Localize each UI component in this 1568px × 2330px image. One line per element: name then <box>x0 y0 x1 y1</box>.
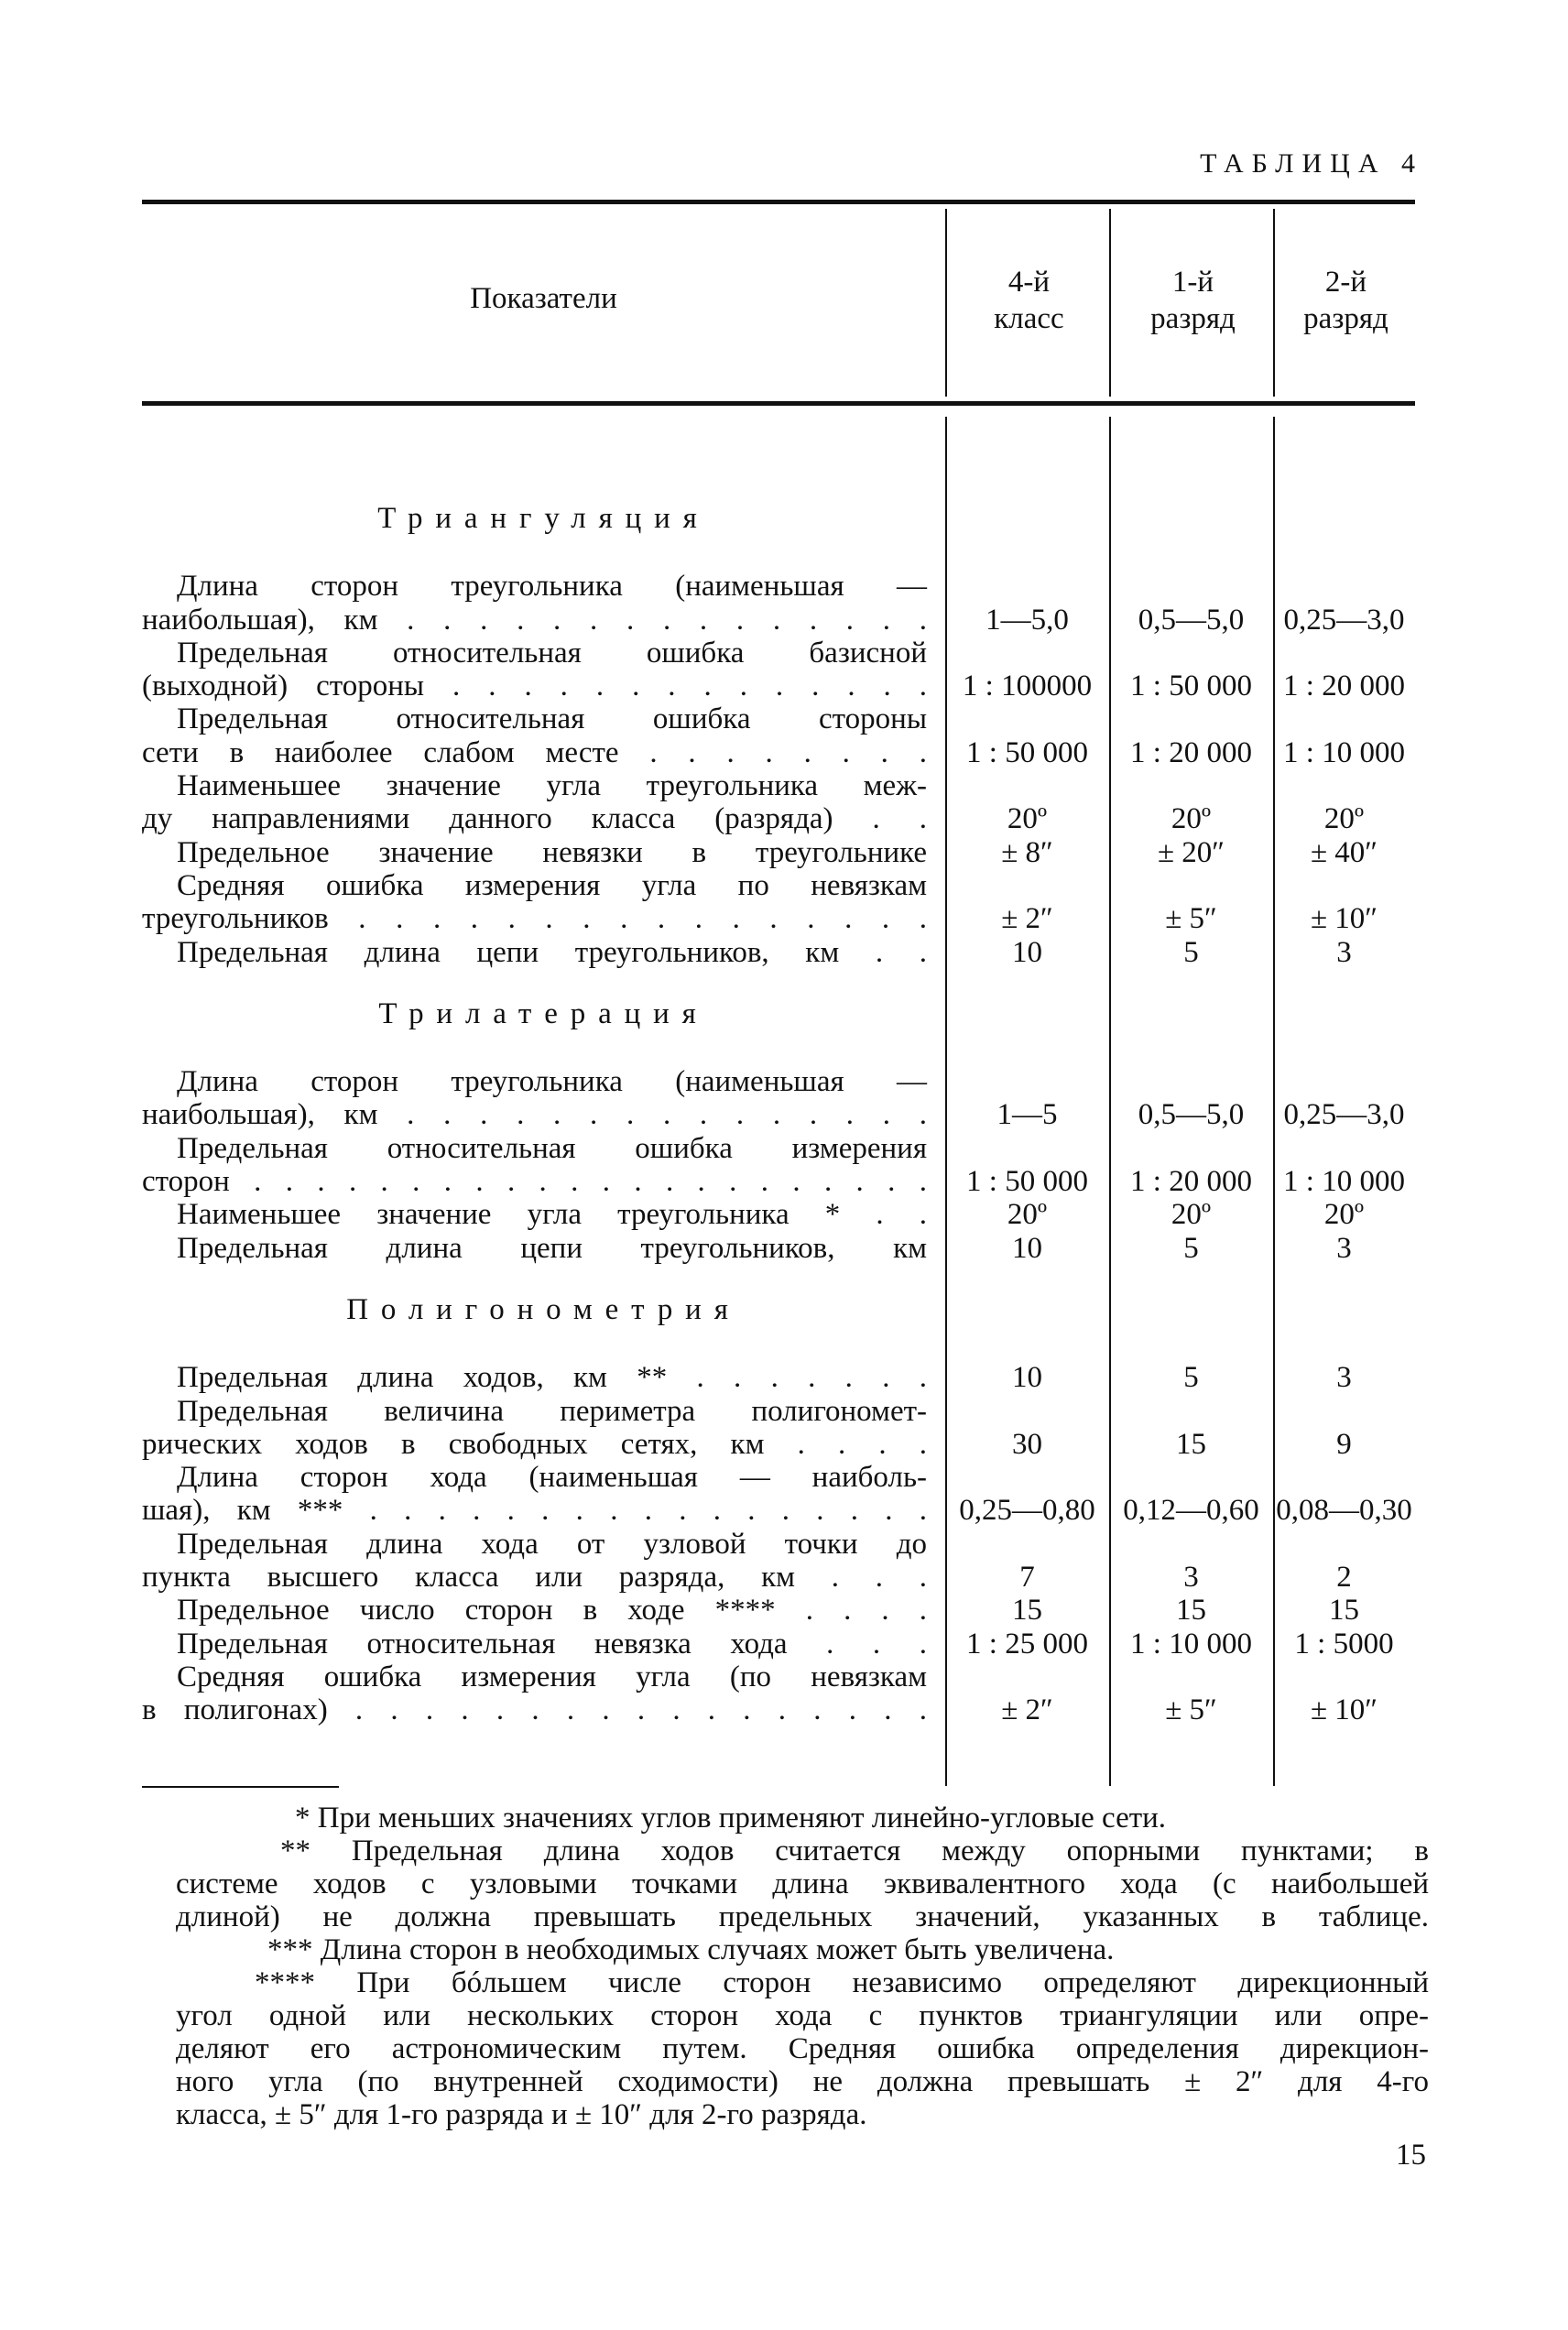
table-row <box>142 1628 1415 1660</box>
value-cell: 1 : 20 000 <box>1130 735 1252 769</box>
value-cell: 0,25—0,80 <box>959 1494 1095 1528</box>
table-row <box>142 570 1415 637</box>
section-title: Полигонометрия <box>346 1292 741 1326</box>
footnote-text: При меньших значениях углов применяют линейно-угловые сети. <box>317 1802 1167 1835</box>
indicator-text-line: рических ходов в свободных сетях, км . . . . <box>142 1427 927 1461</box>
header-col-class-4 <box>947 264 1111 337</box>
indicator-cell <box>142 1132 945 1199</box>
indicator-text-line: Предельная длина хода от узловой точки до <box>177 1527 927 1561</box>
header-col-line: 1-й <box>1171 266 1214 299</box>
value-cell: 3 <box>1336 935 1352 969</box>
indicator-text-line: (выходной) стороны . . . . . . . . . . . . . . <box>142 670 927 703</box>
header-rule <box>142 401 1415 406</box>
value-cell: 1 : 20 000 <box>1283 670 1405 703</box>
value-cell: ± 20″ <box>1157 835 1225 869</box>
header-col-line: разряд <box>1150 302 1236 335</box>
footnote <box>176 1802 1429 1835</box>
table-title: ТАБЛИЦА 4 <box>1200 148 1423 179</box>
indicator-text-line: Предельная относительная ошибка базисной <box>177 636 927 670</box>
value-cell: 10 <box>1012 935 1042 969</box>
indicator-text-line: Предельная относительная невязка хода . . . <box>177 1627 927 1660</box>
footnote-line: длиной) не должна превышать предельных значений, указанных в таблице. <box>176 1900 1429 1933</box>
indicator-text-line: Средняя ошибка измерения угла по невязкам <box>177 868 927 902</box>
value-cell: 0,25—3,0 <box>1283 603 1405 637</box>
value-cell: 20º <box>1007 802 1048 836</box>
section-rows <box>142 570 1415 969</box>
table-row <box>142 1660 1415 1727</box>
indicator-text-line: Наименьшее значение угла треугольника * . . <box>177 1198 927 1232</box>
footnote-line <box>295 1802 1429 1835</box>
section-rows <box>142 1065 1415 1265</box>
value-cell: 1 : 10 000 <box>1130 1627 1252 1660</box>
header-col-rank-2 <box>1275 264 1417 337</box>
footnote-line <box>255 1966 1429 1999</box>
value-cell: 15 <box>1176 1594 1206 1628</box>
indicator-text-line: Предельная длина цепи треугольников, км <box>177 1231 927 1265</box>
value-cell: 10 <box>1012 1231 1042 1265</box>
footnote <box>176 1966 1429 2131</box>
value-cell: 0,5—5,0 <box>1138 1098 1245 1132</box>
value-cell: ± 40″ <box>1310 835 1378 869</box>
footnote-line: класса, ± 5″ для 1-го разряда и ± 10″ для 2-го разряда. <box>176 2098 867 2131</box>
value-cell: 5 <box>1183 1231 1199 1265</box>
indicator-cell <box>142 1198 945 1231</box>
indicator-text-line: сторон . . . . . . . . . . . . . . . . . . . . . . <box>142 1165 927 1199</box>
indicator-text-line: Предельное число сторон в ходе **** . . . . <box>177 1594 927 1628</box>
footnote <box>176 1835 1429 1933</box>
value-cell: 0,12—0,60 <box>1123 1494 1259 1528</box>
footnote-text: Длина сторон в необходимых случаях может быть увеличена. <box>320 1933 1115 1966</box>
value-cell: 3 <box>1336 1361 1352 1395</box>
value-cell: 7 <box>1019 1561 1035 1595</box>
header-col-rank-1 <box>1111 264 1275 337</box>
indicator-cell <box>142 702 945 769</box>
indicator-text-line: Длина сторон хода (наименьшая — наиболь- <box>177 1461 927 1495</box>
footnote-line: системе ходов с узловыми точками длина эквивалентного хода (с наибольшей <box>176 1867 1429 1900</box>
indicator-cell <box>142 1528 945 1595</box>
table-row <box>142 1395 1415 1462</box>
value-cell: 3 <box>1336 1231 1352 1265</box>
footnote-marker: * <box>295 1802 318 1835</box>
value-cell: 1 : 25 000 <box>966 1627 1088 1660</box>
footnote <box>176 1933 1429 1966</box>
footnote-text: При бóльшем числе сторон независимо определяют дирекционный <box>356 1966 1429 1999</box>
value-cell: 2 <box>1336 1561 1352 1595</box>
footnote-line: деляют его астрономическим путем. Средняя ошибка определения дирекцион- <box>176 2032 1429 2065</box>
indicator-cell <box>142 769 945 836</box>
page-number: 15 <box>1396 2139 1426 2172</box>
indicator-cell <box>142 1594 945 1627</box>
value-cell: 0,25—3,0 <box>1283 1098 1405 1132</box>
value-cell: 1 : 10 000 <box>1283 735 1405 769</box>
value-cell: ± 2″ <box>1001 1693 1053 1727</box>
footnote-line <box>267 1933 1429 1966</box>
value-cell: ± 5″ <box>1165 902 1217 936</box>
indicator-text-line: Длина сторон треугольника (наименьшая — <box>177 570 927 604</box>
value-cell: ± 10″ <box>1310 902 1378 936</box>
value-cell: 1 : 100000 <box>962 670 1093 703</box>
footnotes <box>176 1802 1429 2131</box>
indicator-text-line: пункта высшего класса или разряда, км . . . <box>142 1561 927 1595</box>
table-row <box>142 1594 1415 1627</box>
value-cell: 1 : 5000 <box>1294 1627 1394 1660</box>
indicator-cell <box>142 1395 945 1462</box>
table-row <box>142 869 1415 936</box>
table-row <box>142 702 1415 769</box>
indicator-text-line: Длина сторон треугольника (наименьшая — <box>177 1065 927 1099</box>
indicator-cell <box>142 836 945 869</box>
header-col-line: 4-й <box>1007 266 1051 299</box>
table-row <box>142 1528 1415 1595</box>
table-row <box>142 836 1415 869</box>
indicator-cell <box>142 1065 945 1132</box>
value-cell: ± 2″ <box>1001 902 1053 936</box>
header-col-line: 2-й <box>1324 266 1367 299</box>
indicator-cell <box>142 869 945 936</box>
section-title: Триангуляция <box>377 502 710 535</box>
footnote-line: ного угла (по внутренней сходимости) не должна превышать ± 2″ для 4-го <box>176 2065 1429 2098</box>
table-section <box>142 997 1415 1265</box>
value-cell: 20º <box>1323 1198 1365 1232</box>
indicator-text-line: ду направлениями данного класса (разряда) . . <box>142 802 927 836</box>
table-row <box>142 1132 1415 1199</box>
value-cell: 0,08—0,30 <box>1276 1494 1412 1528</box>
header-col-line: разряд <box>1303 302 1388 335</box>
footnote-line: угол одной или нескольких сторон хода с пунктов триангуляции или опре- <box>176 1999 1429 2032</box>
value-cell: 10 <box>1012 1361 1042 1395</box>
value-cell: 9 <box>1336 1427 1352 1461</box>
table-row <box>142 1065 1415 1132</box>
value-cell: 20º <box>1171 1198 1212 1232</box>
indicator-cell <box>142 1628 945 1660</box>
indicator-text-line: Предельная относительная ошибка измерения <box>177 1131 927 1165</box>
section-title: Трилатерация <box>378 996 709 1030</box>
value-cell: ± 10″ <box>1310 1693 1378 1727</box>
indicator-text-line: Предельная относительная ошибка стороны <box>177 702 927 736</box>
value-cell: 0,5—5,0 <box>1138 603 1245 637</box>
table-row <box>142 769 1415 836</box>
footnote-marker: ** <box>280 1835 352 1867</box>
table-body <box>142 502 1415 1727</box>
value-cell: 1—5 <box>996 1098 1058 1132</box>
footnote-text: Предельная длина ходов считается между опорными пунктами; в <box>351 1835 1430 1867</box>
indicator-cell <box>142 1361 945 1394</box>
footnote-rule <box>142 1786 339 1788</box>
table-row <box>142 936 1415 969</box>
indicator-cell <box>142 637 945 703</box>
footnote-marker: *** <box>267 1933 321 1966</box>
indicator-text-line: Наименьшее значение угла треугольника меж- <box>177 769 927 803</box>
value-cell: 1—5,0 <box>985 603 1069 637</box>
indicator-text-line: Предельное значение невязки в треугольнике <box>177 835 927 869</box>
indicator-text-line: шая), км *** . . . . . . . . . . . . . . . . . <box>142 1494 927 1528</box>
value-cell: 5 <box>1183 935 1199 969</box>
value-cell: 1 : 20 000 <box>1130 1165 1252 1199</box>
indicator-text-line: сети в наиболее слабом месте . . . . . . . . <box>142 735 927 769</box>
value-cell: ± 5″ <box>1165 1693 1217 1727</box>
value-cell: 5 <box>1183 1361 1199 1395</box>
indicator-cell <box>142 1232 945 1265</box>
value-cell: 20º <box>1323 802 1365 836</box>
table-section <box>142 502 1415 969</box>
value-cell: 15 <box>1012 1594 1042 1628</box>
indicator-text-line: наибольшая), км . . . . . . . . . . . . . . . <box>142 1098 927 1132</box>
indicator-cell <box>142 1660 945 1727</box>
indicator-text-line: треугольников . . . . . . . . . . . . . . . . <box>142 902 927 936</box>
header-col-line: класс <box>994 302 1064 335</box>
table-row <box>142 1232 1415 1265</box>
value-cell: 20º <box>1171 802 1212 836</box>
value-cell: 20º <box>1007 1198 1048 1232</box>
value-cell: 1 : 50 000 <box>966 735 1088 769</box>
value-cell: 1 : 50 000 <box>1130 670 1252 703</box>
value-cell: 3 <box>1183 1561 1199 1595</box>
header-indicators: Показатели <box>470 282 617 315</box>
value-cell: 30 <box>1012 1427 1042 1461</box>
indicator-text-line: Предельная величина периметра полигономет- <box>177 1394 927 1428</box>
table-row <box>142 1361 1415 1394</box>
value-cell: 1 : 50 000 <box>966 1165 1088 1199</box>
indicator-text-line: Предельная длина ходов, км ** . . . . . . . <box>177 1361 927 1395</box>
indicator-text-line: Средняя ошибка измерения угла (по невязкам <box>177 1660 927 1693</box>
footnote-line <box>280 1835 1429 1867</box>
top-rule <box>142 200 1415 204</box>
section-rows <box>142 1361 1415 1726</box>
indicator-cell <box>142 1461 945 1528</box>
indicator-cell <box>142 570 945 637</box>
table-row <box>142 1198 1415 1231</box>
table-row <box>142 637 1415 703</box>
value-cell: 1 : 10 000 <box>1283 1165 1405 1199</box>
table-section <box>142 1293 1415 1727</box>
table-row <box>142 1461 1415 1528</box>
indicator-text-line: Предельная длина цепи треугольников, км . . <box>177 935 927 969</box>
indicator-cell <box>142 936 945 969</box>
footnote-marker: **** <box>255 1966 357 1999</box>
value-cell: ± 8″ <box>1001 835 1053 869</box>
value-cell: 15 <box>1329 1594 1359 1628</box>
value-cell: 15 <box>1176 1427 1206 1461</box>
indicator-text-line: в полигонах) . . . . . . . . . . . . . . . . . <box>142 1693 927 1727</box>
indicator-text-line: наибольшая), км . . . . . . . . . . . . . . . <box>142 603 927 637</box>
